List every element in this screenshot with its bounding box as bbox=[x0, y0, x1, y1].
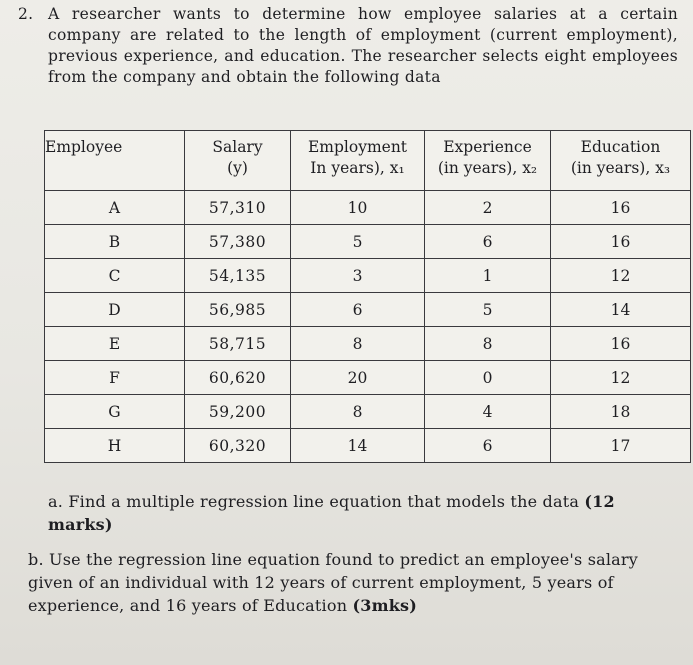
table-header-row bbox=[45, 131, 691, 191]
cell-experience: 6 bbox=[425, 225, 551, 259]
cell-employee: D bbox=[45, 293, 185, 327]
part-b-text: Use the regression line equation found to predict an employee's salary given of an individual with 12 years of current employment, 5 years of experience, and 16 years of Education bbox=[28, 550, 638, 615]
cell-education: 18 bbox=[551, 395, 691, 429]
sub-questions bbox=[28, 490, 683, 629]
part-a bbox=[28, 490, 683, 536]
cell-education: 17 bbox=[551, 429, 691, 463]
data-table bbox=[44, 130, 691, 463]
table-row bbox=[45, 361, 691, 395]
cell-experience: 1 bbox=[425, 259, 551, 293]
cell-salary: 59,200 bbox=[185, 395, 291, 429]
table-row bbox=[45, 293, 691, 327]
cell-education: 12 bbox=[551, 361, 691, 395]
cell-employment: 5 bbox=[291, 225, 425, 259]
cell-employment: 20 bbox=[291, 361, 425, 395]
part-a-label: a. bbox=[48, 492, 64, 511]
question-text: A researcher wants to determine how employee salaries at a certain company are related to the length of employment (current employment), previous experience, and education. The researcher selects eight employees from the company and obtain the following data bbox=[48, 5, 678, 86]
cell-salary: 57,380 bbox=[185, 225, 291, 259]
table-row bbox=[45, 327, 691, 361]
cell-employee: H bbox=[45, 429, 185, 463]
header-education: Education (in years), x₃ bbox=[551, 131, 691, 191]
cell-employment: 10 bbox=[291, 191, 425, 225]
cell-experience: 0 bbox=[425, 361, 551, 395]
table-row bbox=[45, 225, 691, 259]
cell-employee: B bbox=[45, 225, 185, 259]
part-a-marks: (12 marks) bbox=[48, 492, 615, 534]
table-row bbox=[45, 395, 691, 429]
cell-experience: 8 bbox=[425, 327, 551, 361]
header-employee: Employee bbox=[45, 131, 185, 191]
cell-employee: C bbox=[45, 259, 185, 293]
cell-experience: 2 bbox=[425, 191, 551, 225]
part-b bbox=[28, 548, 683, 617]
part-a-text: Find a multiple regression line equation that models the data bbox=[68, 492, 580, 511]
part-b-label: b. bbox=[28, 550, 44, 569]
cell-employment: 14 bbox=[291, 429, 425, 463]
cell-education: 14 bbox=[551, 293, 691, 327]
table-row bbox=[45, 191, 691, 225]
cell-salary: 56,985 bbox=[185, 293, 291, 327]
cell-salary: 60,320 bbox=[185, 429, 291, 463]
cell-employment: 8 bbox=[291, 327, 425, 361]
cell-salary: 58,715 bbox=[185, 327, 291, 361]
cell-experience: 4 bbox=[425, 395, 551, 429]
cell-employee: A bbox=[45, 191, 185, 225]
cell-employment: 8 bbox=[291, 395, 425, 429]
cell-education: 16 bbox=[551, 225, 691, 259]
cell-education: 12 bbox=[551, 259, 691, 293]
cell-experience: 6 bbox=[425, 429, 551, 463]
table-row bbox=[45, 259, 691, 293]
cell-experience: 5 bbox=[425, 293, 551, 327]
part-b-marks: (3mks) bbox=[352, 596, 418, 615]
header-employment: Employment In years), x₁ bbox=[291, 131, 425, 191]
cell-salary: 57,310 bbox=[185, 191, 291, 225]
cell-employee: F bbox=[45, 361, 185, 395]
header-experience: Experience (in years), x₂ bbox=[425, 131, 551, 191]
cell-salary: 60,620 bbox=[185, 361, 291, 395]
cell-employment: 3 bbox=[291, 259, 425, 293]
question-block bbox=[18, 4, 678, 88]
cell-salary: 54,135 bbox=[185, 259, 291, 293]
table-row bbox=[45, 429, 691, 463]
cell-education: 16 bbox=[551, 327, 691, 361]
cell-education: 16 bbox=[551, 191, 691, 225]
cell-employee: E bbox=[45, 327, 185, 361]
question-number: 2. bbox=[18, 5, 34, 23]
header-salary: Salary (y) bbox=[185, 131, 291, 191]
cell-employee: G bbox=[45, 395, 185, 429]
cell-employment: 6 bbox=[291, 293, 425, 327]
